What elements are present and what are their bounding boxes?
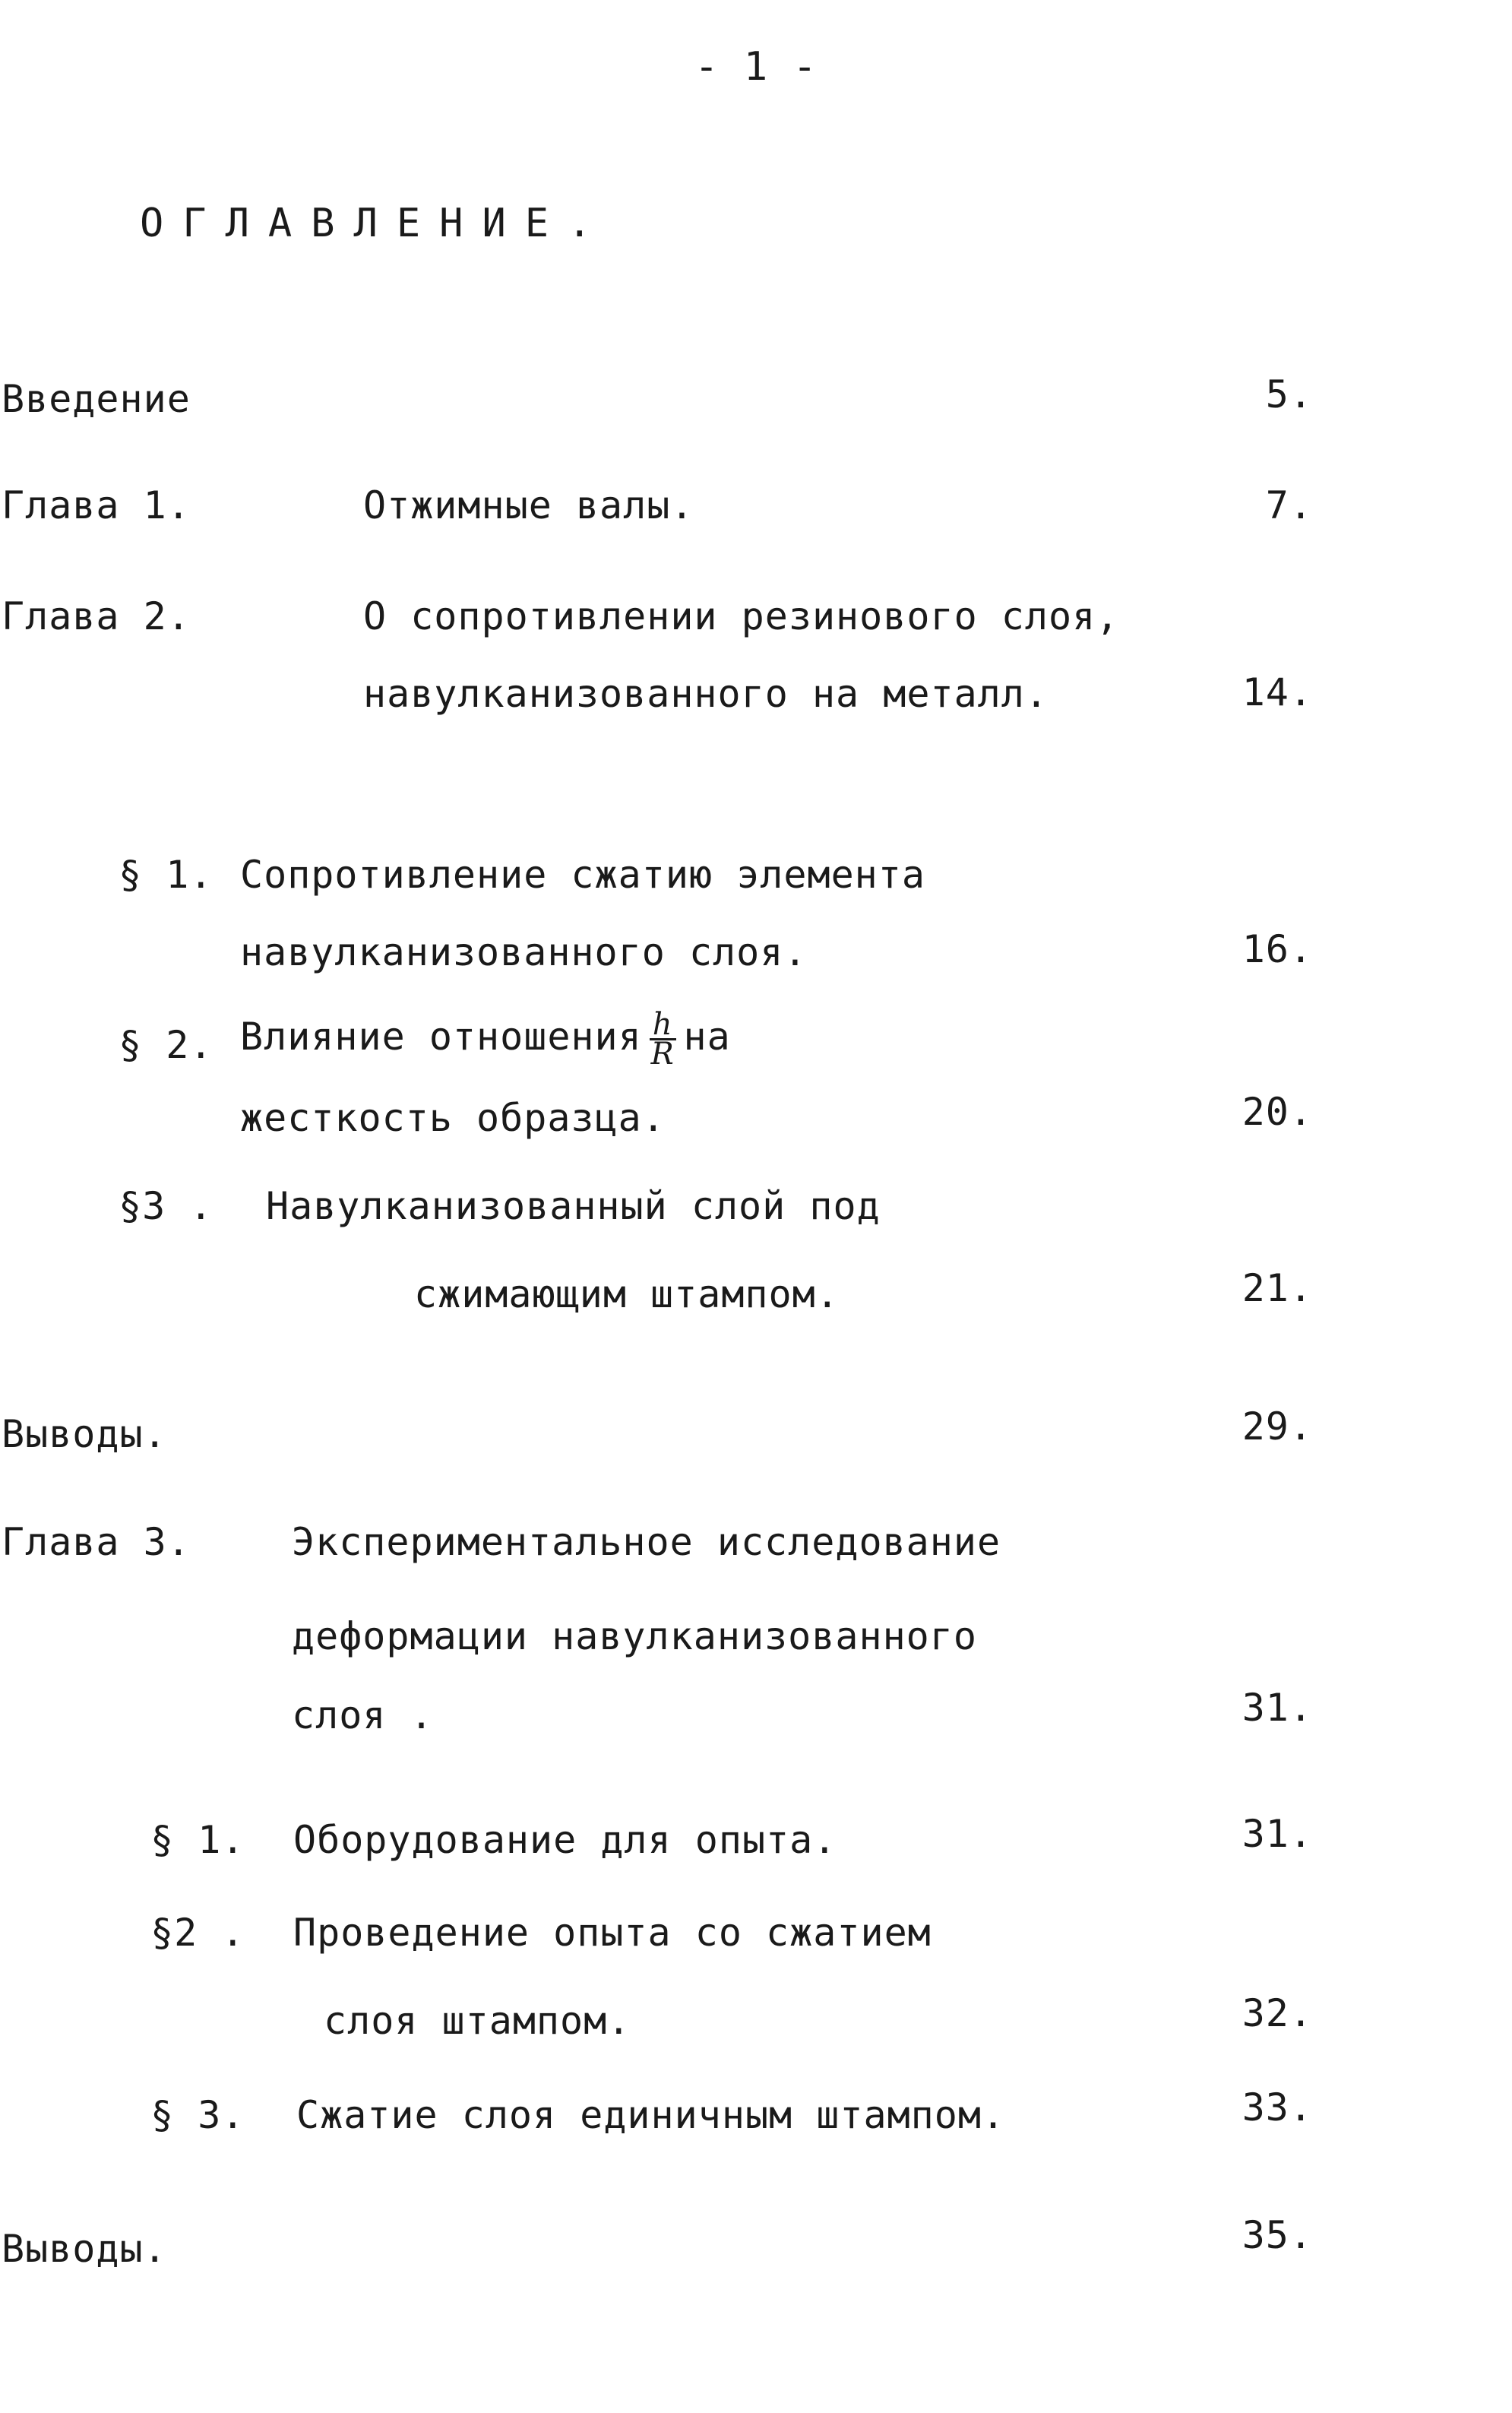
toc-text-line2: сжимающим штампом. xyxy=(414,1272,840,1316)
toc-label: Глава 3. xyxy=(2,1520,191,1564)
page-number: - 1 - xyxy=(694,44,818,90)
toc-page-number: 5. xyxy=(1265,372,1313,416)
toc-text-part: на xyxy=(683,1015,731,1059)
toc-text-line2: слоя штампом. xyxy=(324,1999,631,2043)
toc-page-number: 7. xyxy=(1265,483,1313,527)
toc-page-number: 33. xyxy=(1242,2085,1313,2130)
toc-label: Выводы. xyxy=(2,1412,167,1456)
toc-label: § 3. xyxy=(150,2093,245,2137)
toc-text-line3: слоя . xyxy=(292,1693,434,1737)
toc-page-number: 21. xyxy=(1242,1266,1313,1310)
toc-text-part: Влияние отношения xyxy=(240,1015,642,1059)
toc-text: Навулканизованный слой под xyxy=(266,1184,881,1228)
toc-text: Отжимные валы. xyxy=(363,483,694,527)
toc-label: §2 . xyxy=(150,1911,245,1955)
toc-label: Глава 1. xyxy=(2,483,191,527)
toc-label: Выводы. xyxy=(2,2227,167,2271)
toc-page-number: 32. xyxy=(1242,1991,1313,2035)
toc-page-number: 35. xyxy=(1242,2213,1313,2257)
toc-text xyxy=(240,1007,731,1072)
page-title: ОГЛАВЛЕНИЕ. xyxy=(140,201,611,246)
toc-text: Сопротивление сжатию элемента xyxy=(240,853,925,897)
h-over-r-fraction xyxy=(650,1007,676,1072)
toc-text-line2: деформации навулканизованного xyxy=(292,1614,977,1658)
toc-text: Экспериментальное исследование xyxy=(292,1520,1001,1564)
toc-text: Проведение опыта со сжатием xyxy=(293,1911,932,1955)
toc-label: Введение xyxy=(2,377,191,421)
toc-page-number: 31. xyxy=(1242,1686,1313,1730)
toc-page-number: 29. xyxy=(1242,1404,1313,1449)
toc-label: § 1. xyxy=(119,853,214,897)
toc-text: Сжатие слоя единичным штампом. xyxy=(296,2093,1006,2137)
toc-label: Глава 2. xyxy=(2,594,191,638)
toc-text-line2: жесткость образца. xyxy=(240,1096,666,1140)
toc-text-line2: навулканизованного на металл. xyxy=(363,672,1049,716)
fraction-numerator: h xyxy=(650,1011,676,1040)
fraction-denominator: R xyxy=(650,1037,675,1072)
toc-label: § 1. xyxy=(150,1818,245,1862)
toc-text-line2: навулканизованного слоя. xyxy=(240,930,808,974)
toc-text: О сопротивлении резинового слоя, xyxy=(363,594,1120,638)
toc-text: Оборудование для опыта. xyxy=(293,1818,837,1862)
toc-label: § 2. xyxy=(119,1023,214,1067)
toc-page-number: 20. xyxy=(1242,1090,1313,1134)
toc-page-number: 14. xyxy=(1242,670,1313,714)
toc-label: §3 . xyxy=(119,1184,214,1228)
toc-page-number: 16. xyxy=(1242,927,1313,971)
toc-page-number: 31. xyxy=(1242,1812,1313,1856)
